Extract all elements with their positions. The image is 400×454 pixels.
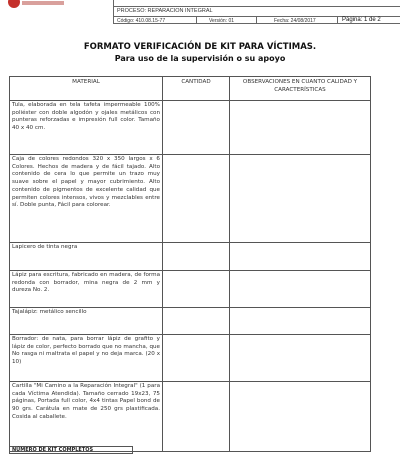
quantity-cell[interactable] [163, 243, 230, 271]
observations-cell[interactable] [230, 101, 371, 155]
institution-logo [8, 0, 66, 8]
observations-cell[interactable] [230, 271, 371, 308]
header-divider [196, 16, 197, 24]
material-cell: Tajalápiz: metálico sencillo [10, 308, 163, 335]
material-cell: Tula, elaborada en tela tafeta impermeable 100% poliéster con doble algodón y ojales metálicos con punteras reforzadas e impresión full color. Tamaño 40 x 40 cm. [10, 101, 163, 155]
document-version: Versión: 01 [209, 17, 235, 24]
material-cell: Borrador: de nata, para borrar lápiz de grafito y lápiz de color, perfecto borrado que no mancha, que No rasga ni maltrata el papel y no deja marca. (20 x 10) [10, 335, 163, 382]
quantity-cell[interactable] [163, 308, 230, 335]
observations-cell[interactable] [230, 308, 371, 335]
observations-cell[interactable] [230, 382, 371, 452]
quantity-cell[interactable] [163, 335, 230, 382]
table-header-row [10, 77, 371, 101]
material-cell: Caja de colores redondos 320 x 350 largos x 6 Colores. Hechos de madera y de fácil tajado. Alto contenido de cera lo que permite un trazo muy suave sobre el papel y mayor cubrimiento. Alto contenido de pigmentos de excelente calidad que permiten colores intensos, vivos y mezclables entre sí. Doble punta, Fácil para colorear. [10, 155, 163, 243]
table-row [10, 382, 371, 452]
observations-cell[interactable] [230, 335, 371, 382]
table-row [10, 243, 371, 271]
form-title: FORMATO VERIFICACIÓN DE KIT PARA VÍCTIMAS. [83, 42, 317, 52]
document-code: Código: 410.08.15-77 [117, 17, 166, 24]
kit-verification-table [9, 76, 371, 452]
material-cell: Lapicero de tinta negra [10, 243, 163, 271]
observations-cell[interactable] [230, 243, 371, 271]
material-cell: Lápiz para escritura, fabricado en madera, de forma redonda con borrador, mina negra de 2 mm y dureza No. 2. [10, 271, 163, 308]
table-row [10, 271, 371, 308]
form-subtitle: Para uso de la supervisión o su apoyo [114, 54, 286, 63]
header-divider [113, 0, 114, 24]
document-header [0, 0, 400, 24]
kit-count-label: NÚMERO DE KIT COMPLETOS [9, 446, 133, 454]
process-name: PROCESO: REPARACION INTEGRAL [117, 8, 213, 14]
header-divider [113, 6, 400, 7]
quantity-cell[interactable] [163, 271, 230, 308]
table-row [10, 335, 371, 382]
table-row [10, 308, 371, 335]
table-row [10, 155, 371, 243]
column-header-quantity: CANTIDAD [163, 77, 230, 101]
page-number: Página: 1 de 2 [342, 16, 381, 23]
header-divider [256, 16, 257, 24]
quantity-cell[interactable] [163, 101, 230, 155]
logo-emblem-icon [8, 0, 20, 8]
logo-wordmark [22, 1, 64, 5]
material-cell: Cartilla "Mi Camino a la Reparación Integral" (1 para cada Víctima Atendida). Tamaño cerrado 19x23, 75 páginas, Portada full color, 4x4 tintas Papel bond de 90 grs. Carátula en mate de 250 grs plastificada. Cosida al caballete. [10, 382, 163, 452]
column-header-material: MATERIAL [10, 77, 163, 101]
quantity-cell[interactable] [163, 382, 230, 452]
column-header-observations: OBSERVACIONES EN CUANTO CALIDAD Y CARACTERÍSTICAS [230, 77, 371, 101]
table-row [10, 101, 371, 155]
quantity-cell[interactable] [163, 155, 230, 243]
document-date: Fecha: 24/08/2017 [274, 17, 316, 24]
observations-cell[interactable] [230, 155, 371, 243]
header-divider [337, 16, 338, 24]
